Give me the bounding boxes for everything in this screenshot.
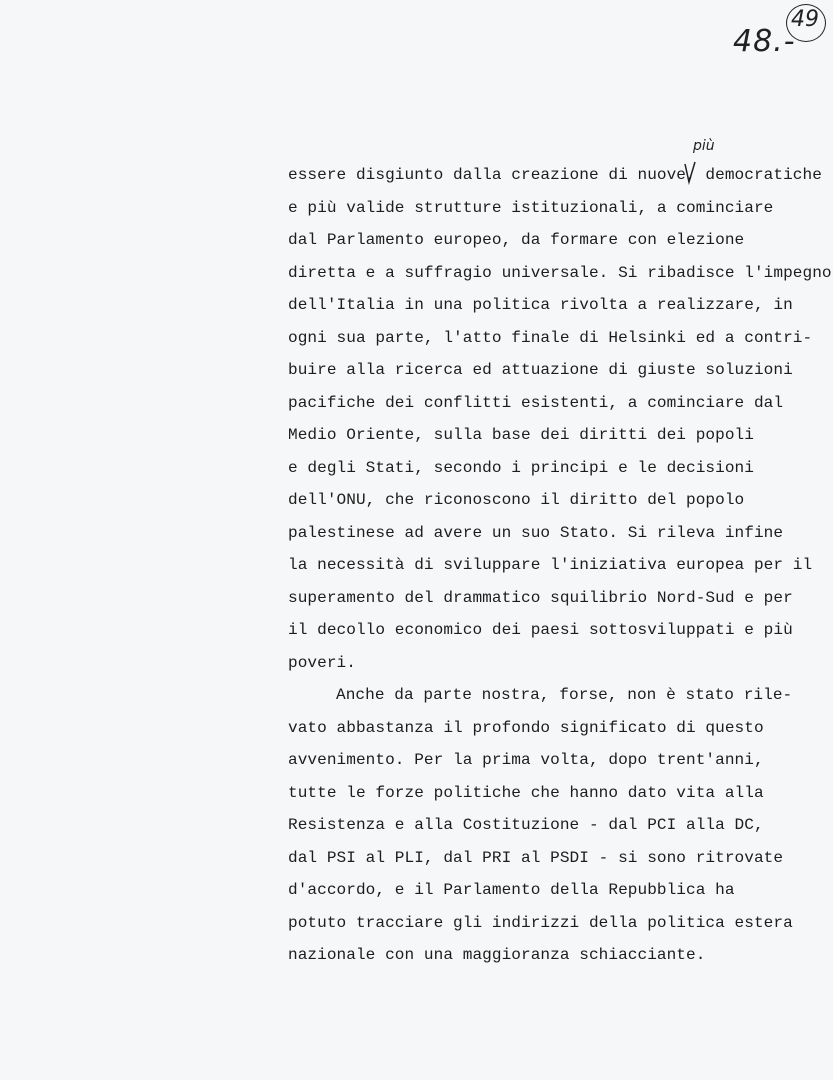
text-line: e più valide strutture istituzionali, a cominciare bbox=[288, 198, 774, 217]
circled-page-number bbox=[786, 4, 826, 42]
circled-number-text: 49 bbox=[791, 7, 819, 32]
text-line: dal PSI al PLI, dal PRI al PSDI - si sono ritrovate bbox=[288, 848, 784, 867]
text-line: avvenimento. Per la prima volta, dopo trent'anni, bbox=[288, 751, 764, 769]
text-line: dell'Italia in una politica rivolta a realizzare, in bbox=[288, 296, 793, 314]
text-line: dell'ONU, che riconoscono il diritto del popolo bbox=[288, 491, 745, 509]
text-line: tutte le forze politiche che hanno dato vita alla bbox=[288, 783, 764, 802]
typed-body-text bbox=[288, 159, 833, 972]
text-line: poveri. bbox=[288, 653, 356, 672]
text-line: la necessità di sviluppare l'iniziativa europea per il bbox=[288, 556, 813, 574]
text-line: pacifiche dei conflitti esistenti, a cominciare dal bbox=[288, 393, 784, 412]
text-line: nazionale con una maggioranza schiacciante. bbox=[288, 946, 706, 964]
text-line: Resistenza e alla Costituzione - dal PCI alla DC, bbox=[288, 816, 764, 834]
text-line: superamento del drammatico squilibrio Nord-Sud e per bbox=[288, 588, 793, 607]
text-line: d'accordo, e il Parlamento della Repubblica ha bbox=[288, 881, 735, 899]
handwritten-insertion: più bbox=[693, 138, 715, 154]
text-line: e degli Stati, secondo i principi e le decisioni bbox=[288, 458, 754, 477]
text-line: ogni sua parte, l'atto finale di Helsinki ed a contri- bbox=[288, 328, 813, 347]
text-line: Anche da parte nostra, forse, non è stato rile- bbox=[336, 686, 793, 704]
text-line: potuto tracciare gli indirizzi della politica estera bbox=[288, 913, 793, 932]
text-line: diretta e a suffragio universale. Si ribadisce l'impegno bbox=[288, 263, 832, 282]
text-line: essere disgiunto dalla creazione di nuove, democratiche bbox=[288, 166, 822, 184]
text-line: il decollo economico dei paesi sottosviluppati e più bbox=[288, 621, 793, 639]
text-line: Medio Oriente, sulla base dei diritti dei popoli bbox=[288, 426, 754, 444]
text-line: palestinese ad avere un suo Stato. Si rileva infine bbox=[288, 523, 784, 542]
text-line: dal Parlamento europeo, da formare con elezione bbox=[288, 231, 745, 249]
handwritten-page-number: 48.- bbox=[733, 24, 796, 59]
text-line: buire alla ricerca ed attuazione di giuste soluzioni bbox=[288, 361, 793, 379]
text-line: vato abbastanza il profondo significato di questo bbox=[288, 718, 764, 737]
